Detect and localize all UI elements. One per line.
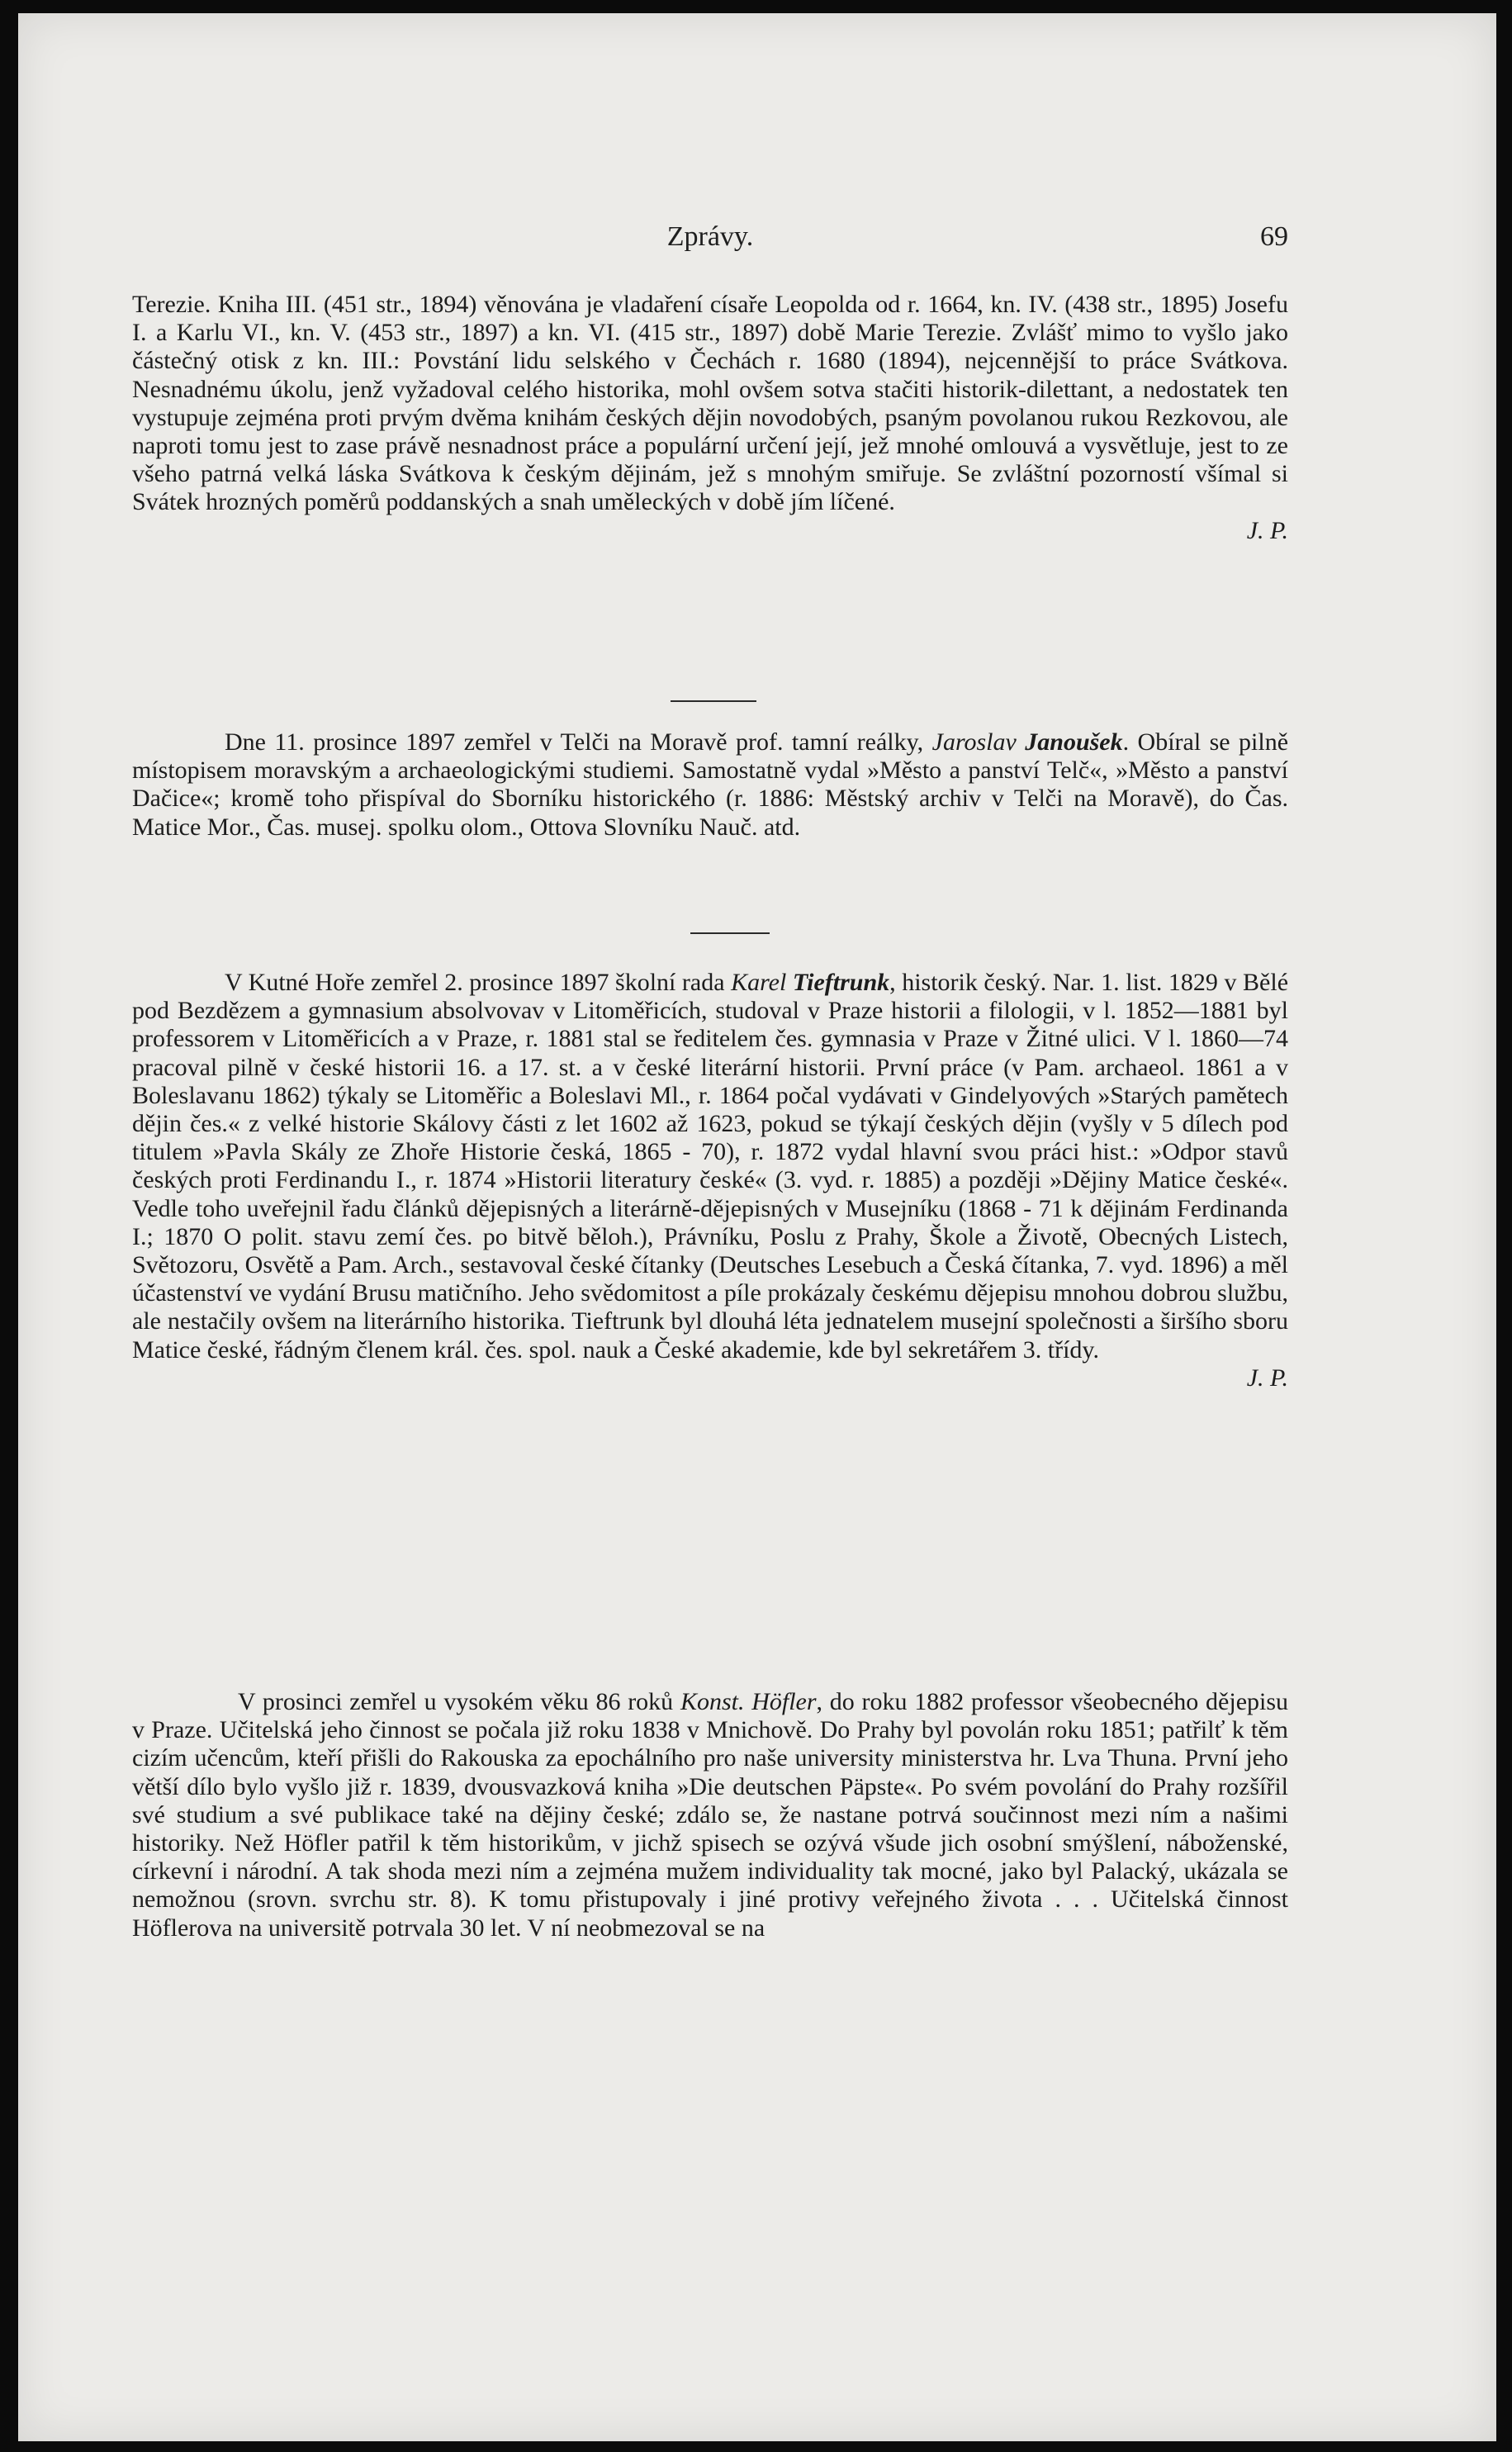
paragraph <box>132 728 1288 842</box>
paragraph-text: , historik český. Nar. 1. list. 1829 v Bělé pod Bezdězem a gymnasium absolvovav v Litoměřicích, studoval v Praze historii a filologii, v l. 1852—1881 byl professorem v Litoměřicích a v Praze, r. 1881 stal se ředitelem čes. gymnasia v Praze v Žitné ulici. V l. 1860—74 pracoval pilně v české historii 16. a 17. st. a v české literární historii. První práce (v Pam. archaeol. 1861 a v Boleslavanu 1862) týkaly se Litoměřic a Boleslavi Ml., r. 1864 počal vydávati v Gindelyových »Starých pamětech dějin čes.« z velké historie Skálovy části z let 1602 až 1623, pokud se týkají českých dějin (vyšly v 5 dílech pod titulem »Pavla Skály ze Zhoře Historie česká, 1865 - 70), r. 1872 vydal hlavní svou práci hist.: »Odpor stavů českých proti Ferdinandu I., r. 1874 »Historii literatury české« (3. vyd. r. 1885) a později »Dějiny Matice české«. Vedle toho uveřejnil řadu článků dějepisných a literárně-dějepisných v Musejníku (1868 - 71 k dějinám Ferdinanda I.; 1870 O polit. stavu zemí čes. po bitvě běloh.), Právníku, Poslu z Prahy, Škole a Životě, Obecných Listech, Světozoru, Osvětě a Pam. Arch., sestavoval české čítanky (Deutsches Lesebuch a Česká čítanka, 7. vyd. 1896) a měl účastenství ve vydání Brusu matičního. Jeho svědomitost a píle prokázaly českému dějepisu mnohou dobrou službu, ale nestačily ovšem na literárního historika. Tieftrunk byl dlouhá léta jednatelem musejní společnosti a širšího sboru Matice české, řádným členem král. čes. spol. nauk a České akademie, kde byl sekretářem 3. třídy. <box>132 969 1289 1364</box>
signature: J. P. <box>1246 516 1288 544</box>
paragraph <box>132 291 1288 545</box>
paragraph-text: Terezie. Kniha III. (451 str., 1894) věnována je vladaření císaře Leopolda od r. 1664, kn. IV. (438 str., 1895) Josefu I. a Karlu VI., kn. V. (453 str., 1897) a kn. VI. (415 str., 1897) době Marie Terezie. Zvlášť mimo to vyšlo jako částečný otisk z kn. III.: Povstání lidu selského v Čechách r. 1680 (1894), nejcennější to práce Svátkova. Nesnadnému úkolu, jenž vyžadoval celého historika, mohl ovšem sotva stačiti historik-dilettant, a nedostatek ten vystupuje zejména proti prvým dvěma knihám českých dějin novodobých, psaným povolanou rukou Rezkovou, ale naproti tomu jest to zase právě nesnadnost práce a populární určení její, jež mnohé omlouvá a vysvětluje, jest to ze všeho patrná velká láska Svátkova k českým dějinám, jež s mnohým smiřuje. Se zvláštní pozorností všímal si Svátek hrozných poměrů poddanských a snah uměleckých v době jím líčené. <box>132 291 1288 516</box>
person-last-name: Höfler <box>751 1688 817 1715</box>
paragraph-intro: Dne 11. prosince 1897 zemřel v Telči na Moravě prof. tamní reálky, <box>225 728 924 756</box>
signature: J. P. <box>1246 1364 1288 1392</box>
paragraph-intro: V Kutné Hoře zemřel 2. prosince 1897 školní rada <box>225 969 725 996</box>
article-continuation <box>132 291 1288 545</box>
person-last-name: Tieftrunk <box>792 969 890 996</box>
paragraph <box>132 1688 1288 1942</box>
running-header <box>132 221 1288 263</box>
page-title: Zprávy. <box>666 221 754 252</box>
paragraph-intro: V prosinci zemřel u vysokém věku 86 roků <box>238 1688 674 1715</box>
paragraph-text: . Obíral se pilně místopisem moravským a archaeologickými studiemi. Samostatně vydal »Město a panství Telč«, »Město a panství Dačice«; kromě toho přispíval do Sborníku historického (r. 1886: Městský archiv v Telči na Moravě), do Čas. Matice Mor., Čas. musej. spolku olom., Ottova Slovníku Nauč. atd. <box>132 728 1289 841</box>
page-number: 69 <box>1260 221 1288 252</box>
paragraph-text: , do roku 1882 professor všeobecného dějepisu v Praze. Učitelská jeho činnost se počala již roku 1838 v Mnichově. Do Prahy byl povolán roku 1851; patřilť k těm cizím učencům, kteří přišli do Rakouska za epochálního pro naše university ministerstva hr. Lva Thuna. První jeho větší dílo bylo vyšlo již r. 1839, dvousvazková kniha »Die deutschen Päpste«. Po svém povolání do Prahy rozšířil své studium a své publikace také na dějiny české; zdálo se, že nastane potrvá součinnost mezi ním a našimi historiky. Než Höfler patřil k těm historikům, v jichž spisech se ozývá všude jich osobní smýšlení, náboženské, církevní i národní. A tak shoda mezi ním a zejména mužem individuality tak mocné, jako byl Palacký, ukázala se nemožnou (srovn. svrchu str. 8). K tomu přistupovaly i jiné protivy veřejného života . . . Učitelská činnost Höflerova na universitě potrvala 30 let. V ní neobmezoval se na <box>132 1688 1289 1942</box>
person-first-name: Konst. <box>680 1688 745 1715</box>
person-last-name: Janoušek <box>1025 728 1123 756</box>
person-first-name: Karel <box>731 969 787 996</box>
person-first-name: Jaroslav <box>931 728 1017 756</box>
paragraph <box>132 969 1288 1392</box>
section-divider <box>690 932 770 934</box>
obituary-hofler <box>132 1688 1288 1942</box>
obituary-tieftrunk <box>132 969 1288 1392</box>
section-divider <box>671 700 756 702</box>
obituary-janousek <box>132 728 1288 842</box>
